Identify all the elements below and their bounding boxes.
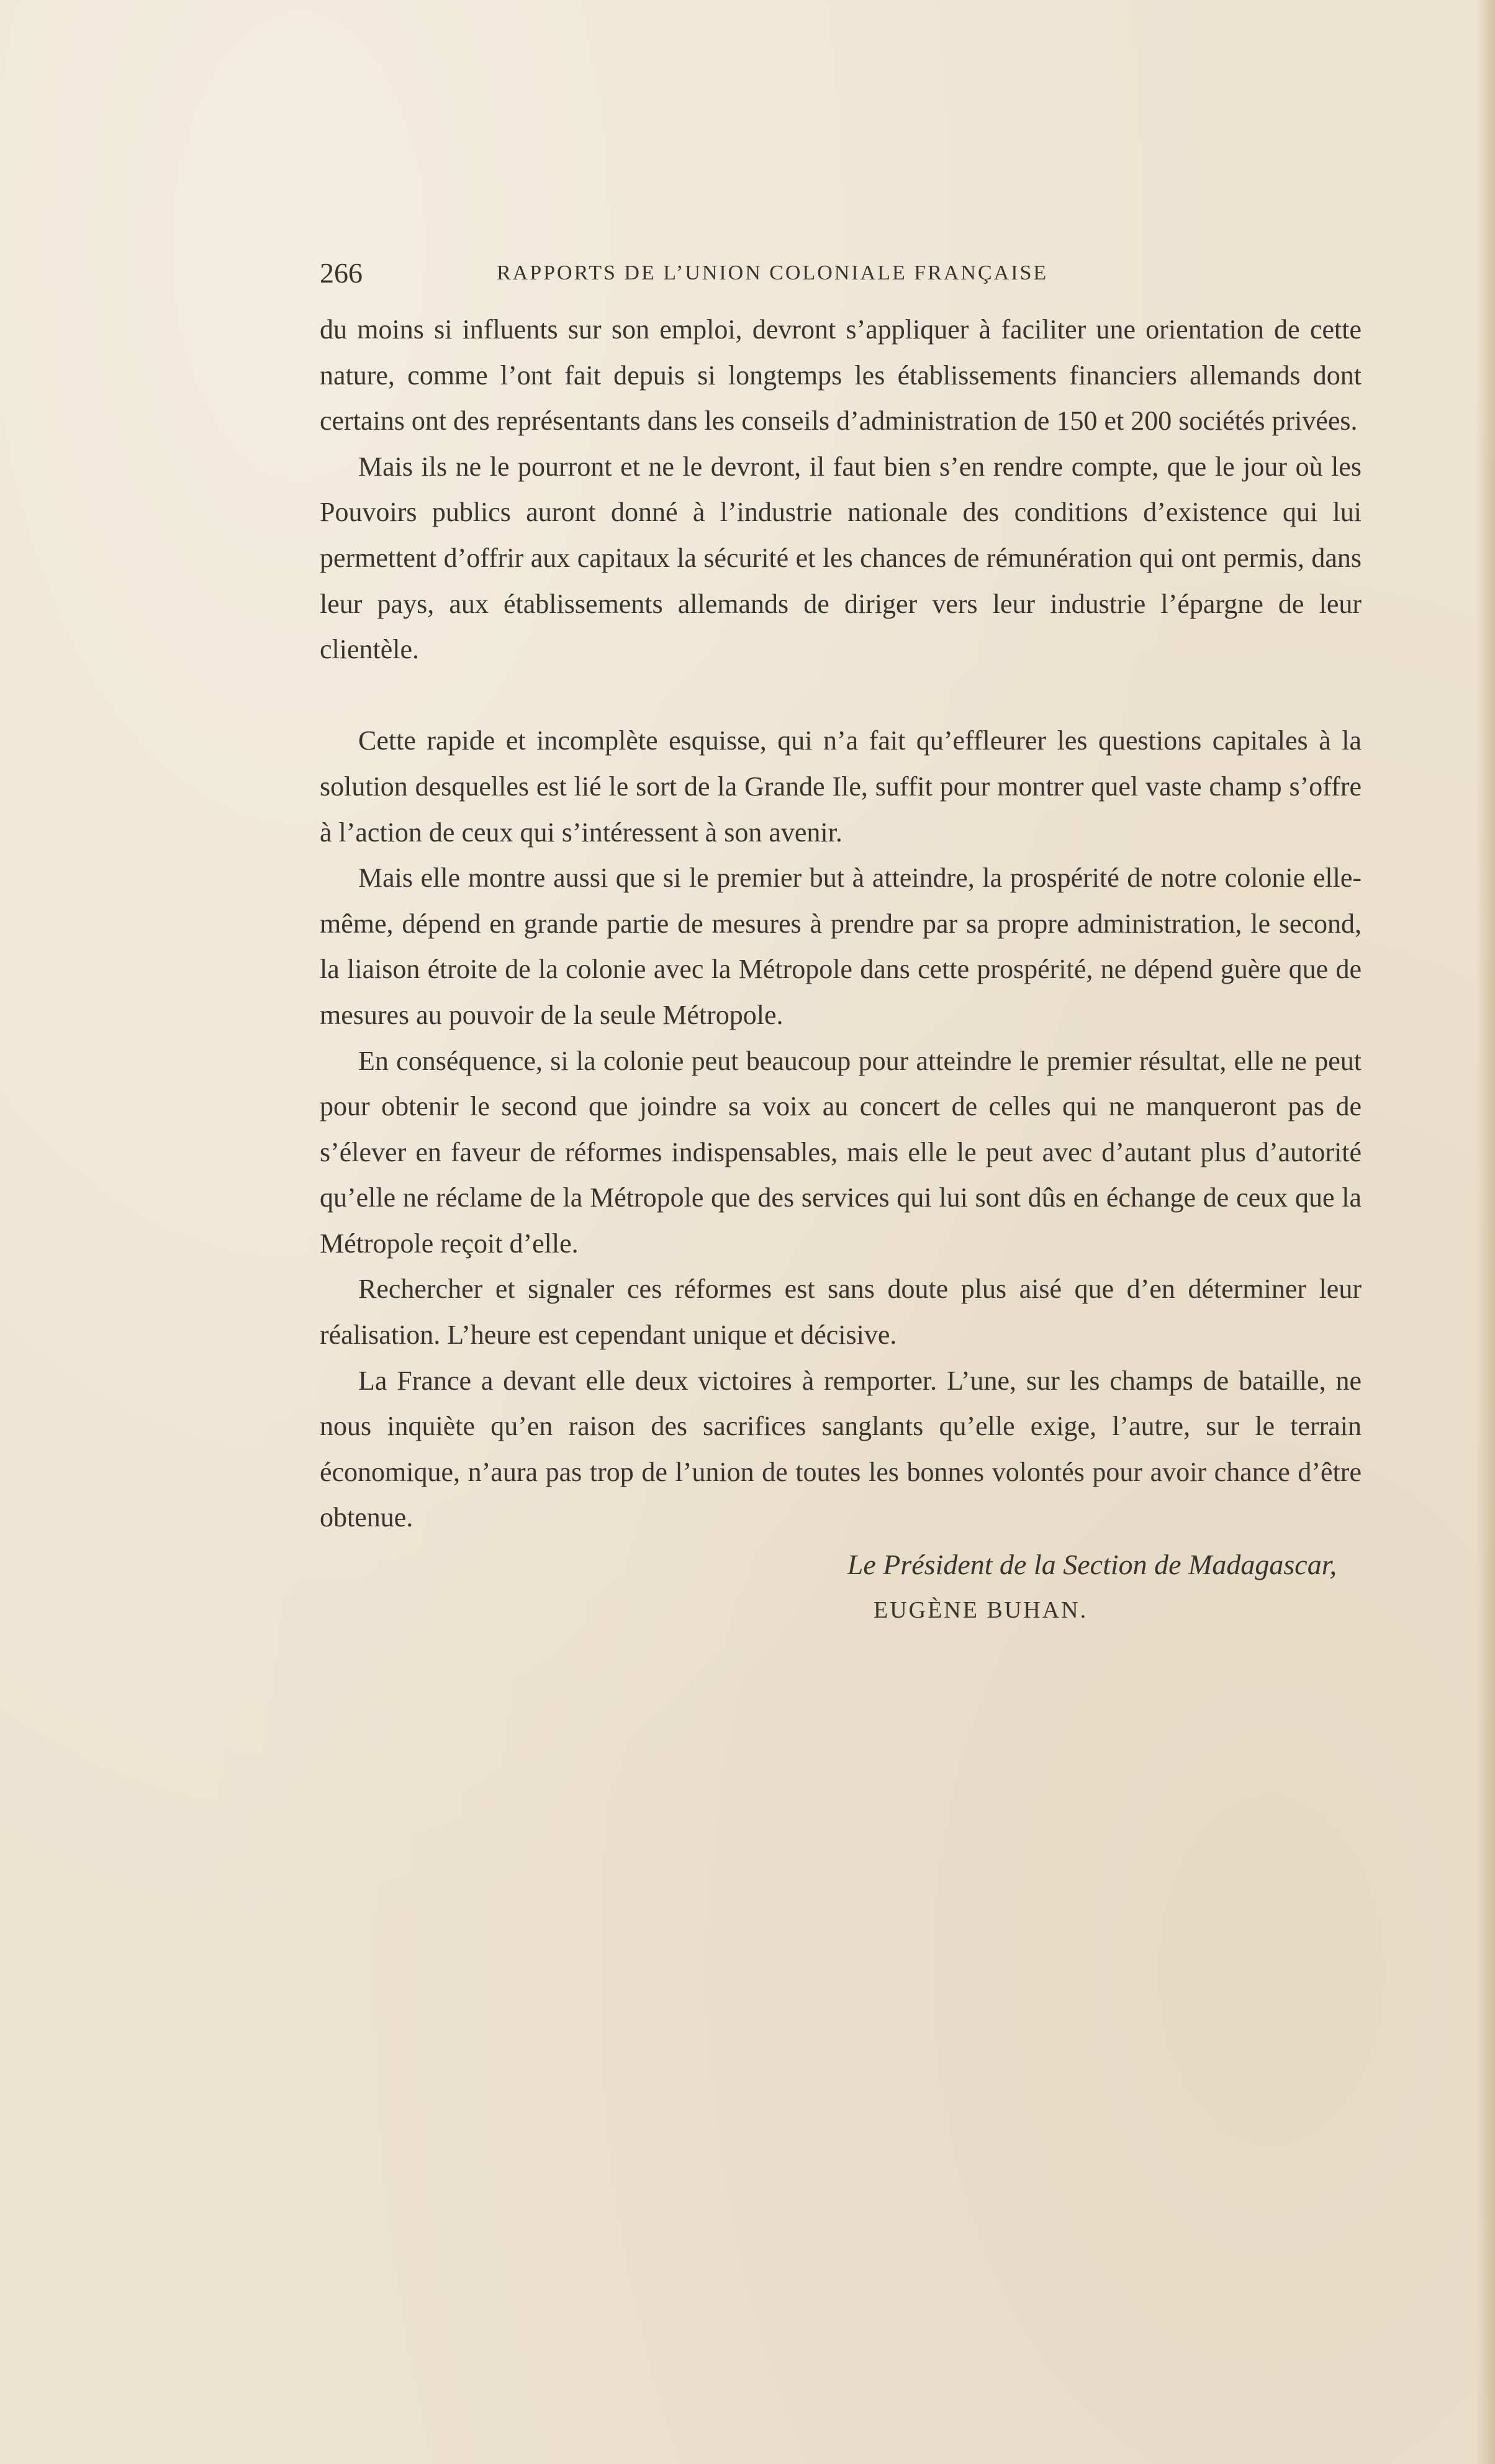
paragraph-continuation: du moins si influents sur son emploi, devront s’appliquer à faciliter une orientation de cette nature, comme l’ont fait depuis si longtemps les établissements financiers allemands dont certains ont des représentants dans les conseils d’administration de 150 et 200 sociétés privées. bbox=[320, 314, 1362, 437]
page-edge-shadow bbox=[1476, 0, 1495, 2464]
running-title: RAPPORTS DE L’UNION COLONIALE FRANÇAISE bbox=[497, 261, 1049, 284]
paragraph: La France a devant elle deux victoires à remporter. L’une, sur les champs de bataille, ne nous inquiète qu’en raison des sacrifices sanglants qu’elle exige, l’autre, sur le terrain économique, n’aura pas trop de l’union de toutes les bonnes volontés pour avoir chance d’être obtenue. bbox=[320, 1365, 1362, 1533]
paragraph: Mais elle montre aussi que si le premier but à atteindre, la prospérité de notre colonie elle-même, dépend en grande partie de mesures à prendre par sa propre administration, le second, la liaison étroite de la colonie avec la Métropole dans cette prospérité, ne dépend guère que de mesures au pouvoir de la seule Métropole. bbox=[320, 863, 1362, 1030]
page-number: 266 bbox=[320, 257, 363, 289]
paragraph: En conséquence, si la colonie peut beaucoup pour atteindre le premier résultat, elle ne peut pour obtenir le second que joindre sa voix au concert de celles qui ne manqueront pas de s’élever en faveur de réformes indispensables, mais elle le peut avec d’autant plus d’autorité qu’elle ne réclame de la Métropole que des services qui lui sont dûs en échange de ceux que la Métropole reçoit d’elle. bbox=[320, 1045, 1362, 1259]
book-page bbox=[320, 248, 1362, 1633]
signature-title: Le Président de la Section de Madagascar, bbox=[847, 1549, 1337, 1581]
paragraph: Mais ils ne le pourront et ne le devront, il faut bien s’en rendre compte, que le jour où les Pouvoirs publics auront donné à l’industrie nationale des conditions d’existence qui lui permettent d’offrir aux capitaux la sécurité et les chances de rémunération qui ont permis, dans leur pays, aux établissements allemands de diriger vers leur industrie l’épargne de leur clientèle. bbox=[320, 451, 1362, 665]
signature-block bbox=[320, 1542, 1362, 1633]
body-text bbox=[320, 307, 1362, 1541]
paragraph: Cette rapide et incomplète esquisse, qui n’a fait qu’effleurer les questions capitales à la solution desquelles est lié le sort de la Grande Ile, suffit pour montrer quel vaste champ s’offre à l’action de ceux qui s’intéressent à son avenir. bbox=[320, 725, 1362, 848]
signature-name: EUGÈNE BUHAN. bbox=[874, 1597, 1088, 1623]
paragraph: Rechercher et signaler ces réformes est sans doute plus aisé que d’en déterminer leur réalisation. L’heure est cependant unique et décisive. bbox=[320, 1274, 1362, 1351]
running-head bbox=[320, 248, 1362, 298]
